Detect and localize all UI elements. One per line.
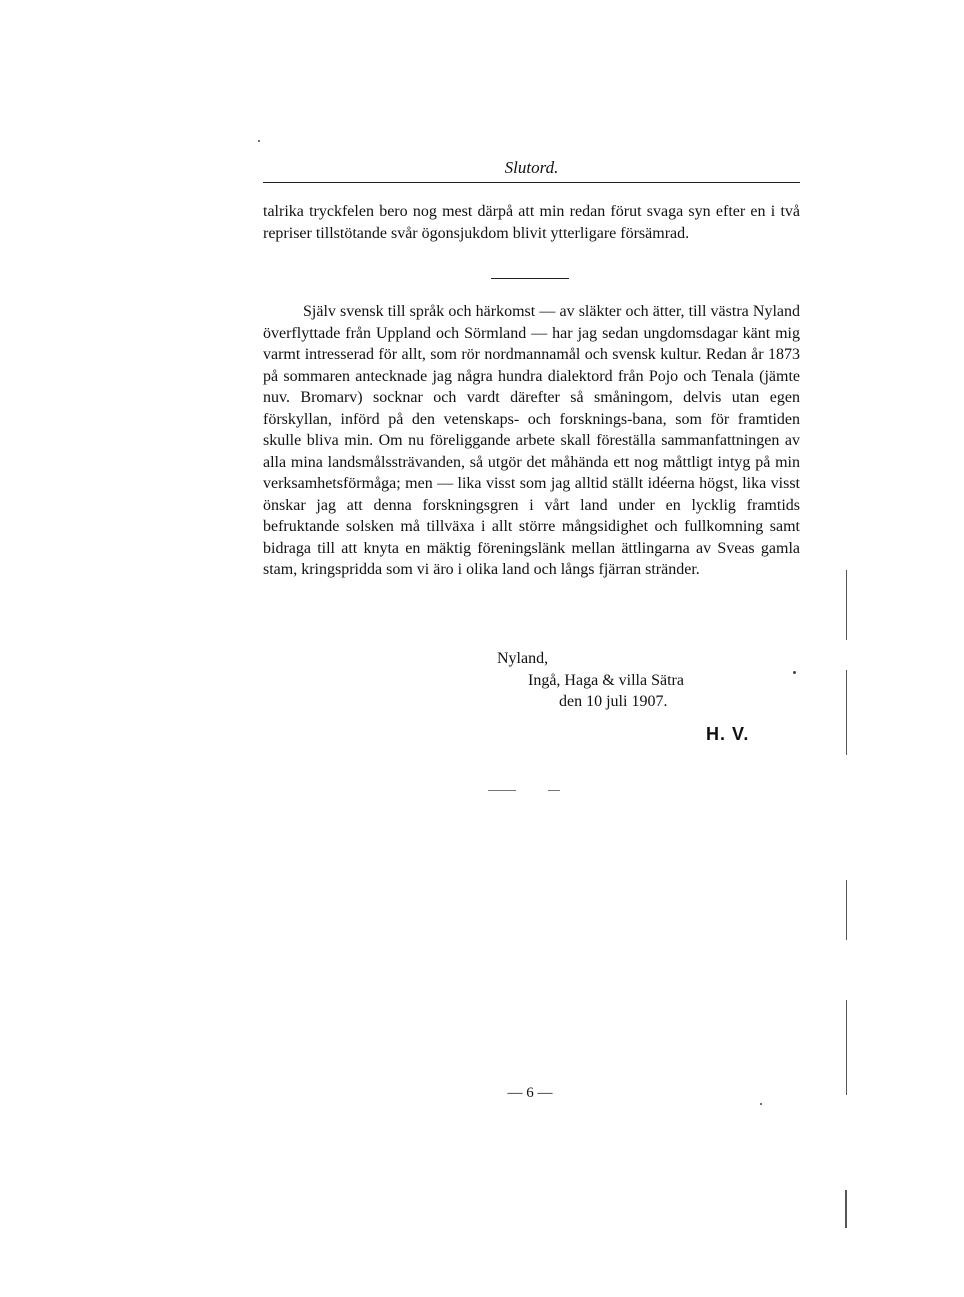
signature-location: Ingå, Haga & villa Sätra <box>528 672 684 689</box>
running-head: Slutord. <box>504 158 559 177</box>
scan-smudge <box>548 790 560 791</box>
paragraph-main: Själv svensk till språk och härkomst — av släkter och ätter, till västra Nyland överflyttade från Uppland och Sörmland — har jag sedan ungdomsdagar känt mig varmt intresserad för allt, som rör nordmannamål och svensk kultur. Redan år 1873 på sommaren antecknade jag några hundra dialektord från Pojo och Tenala (jämte nuv. Bromarv) socknar och vardt därefter så småningom, delvis utan egen förskyllan, införd på den vetenskaps- och forsknings-bana, som för framtiden skulle bliva min. Om nu föreliggande arbete skall föreställa sammanfattningen av alla mina landsmålssträvanden, så utgör det måhända ett nog måttligt intyg på min verksamhetsförmåga; men — lika visst som jag alltid ställt idéerna högst, lika visst önskar jag att denna forskningsgren i vårt land under en lycklig framtids befruktande solsken må tillväxa i allt större mångsidighet och fullkomning samt bidraga till att knyta en mäktig föreningslänk mellan ättlingarna av Sveas gamla stam, kringspridda som vi äro i olika land och långs fjärran stränder. <box>263 303 800 578</box>
scan-edge-mark <box>846 670 847 755</box>
scan-speck <box>793 671 796 674</box>
section-divider <box>491 278 569 279</box>
paragraph-continuation: talrika tryckfelen bero nog mest därpå att min redan förut svaga syn efter en i två repriser tillstötande svår ögonsjukdom blivit ytterligare försämrad. <box>263 203 800 242</box>
header-rule <box>263 182 800 183</box>
scan-smudge <box>488 790 516 791</box>
scan-edge-mark <box>846 570 847 640</box>
page-number: — 6 — <box>507 1085 553 1101</box>
author-initials: H. V. <box>706 724 750 744</box>
signature-date: den 10 juli 1907. <box>559 693 668 710</box>
scan-speck <box>258 140 260 142</box>
signature-place: Nyland, <box>497 650 549 667</box>
scan-edge-mark <box>846 1000 847 1095</box>
scan-speck <box>760 1103 762 1105</box>
scan-edge-mark <box>846 880 847 940</box>
scan-edge-mark <box>845 1190 847 1228</box>
